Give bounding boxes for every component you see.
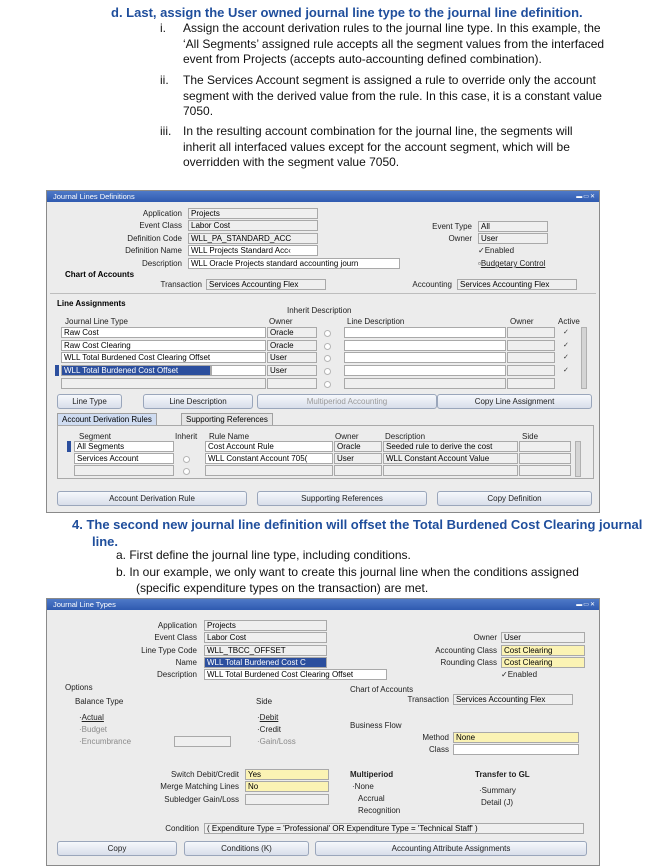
condition-field[interactable]: ( Expenditure Type = 'Professional' OR Expenditure Type = 'Technical Staff' ) (204, 823, 584, 834)
rule-desc-row-1[interactable]: Seeded rule to derive the cost (383, 441, 518, 452)
subledger-gain-loss-field[interactable] (245, 794, 329, 805)
line-type-row-2[interactable]: Raw Cost Clearing (61, 340, 266, 351)
accounting-attribute-assignments-button[interactable]: Accounting Attribute Assignments (315, 841, 587, 856)
window-title-2: Journal Line Types (53, 600, 116, 609)
line-description-button[interactable]: Line Description (143, 394, 253, 409)
copy-button[interactable]: Copy (57, 841, 177, 856)
journal-line-types-window (46, 598, 600, 866)
line-assignments-header: Line Assignments (57, 299, 126, 308)
accounting-class-field[interactable]: Cost Clearing (501, 645, 585, 656)
definition-code-field[interactable]: WLL_PA_STANDARD_ACC (188, 233, 318, 244)
owner-field[interactable]: User (478, 233, 548, 244)
gainloss-radio[interactable]: ·Gain/Loss (257, 737, 296, 746)
class-field[interactable] (453, 744, 579, 755)
rule-name-row-3[interactable] (205, 465, 333, 476)
transaction-label: Transaction (160, 280, 202, 289)
owner-label: Owner (448, 234, 472, 243)
enabled-checkbox-2[interactable]: ✓Enabled (501, 670, 538, 679)
tab-account-derivation-rules[interactable]: Account Derivation Rules (57, 413, 157, 425)
rule-inherit-radio-2[interactable] (183, 456, 190, 463)
inherit-radio-3[interactable] (324, 355, 331, 362)
owner-field-2[interactable]: User (501, 632, 585, 643)
detail-radio[interactable]: Detail (J) (481, 798, 514, 807)
condition-label: Condition (165, 824, 199, 833)
multiperiod-none-radio[interactable]: ·None (352, 782, 374, 791)
col-line-description: Line Description (347, 317, 405, 326)
col-rule-owner: Owner (335, 432, 359, 441)
owner-label-2: Owner (473, 633, 497, 642)
line-owner-row-4[interactable]: User (267, 365, 317, 376)
transaction-field[interactable]: Services Accounting Flex (206, 279, 326, 290)
budgetary-control-checkbox[interactable]: ▫Budgetary Control (478, 259, 546, 268)
step-d-item-num-1: i. (160, 21, 166, 35)
transaction-field-2[interactable]: Services Accounting Flex (453, 694, 573, 705)
rule-desc-row-3[interactable] (383, 465, 518, 476)
rule-owner-row-1[interactable]: Oracle (334, 441, 382, 452)
line-type-row-5[interactable] (61, 378, 266, 389)
multiperiod-recognition-radio[interactable]: Recognition (358, 806, 401, 815)
rules-scrollbar[interactable] (575, 441, 581, 477)
method-field[interactable]: None (453, 732, 579, 743)
account-derivation-rule-button[interactable]: Account Derivation Rule (57, 491, 247, 506)
col-segment: Segment (79, 432, 112, 441)
desc-owner-row-3[interactable] (507, 352, 555, 363)
desc-owner-row-2[interactable] (507, 340, 555, 351)
multiperiod-label: Multiperiod (350, 770, 394, 779)
actual-radio[interactable]: ·Actual (79, 713, 104, 722)
chart-of-accounts-header: Chart of Accounts (65, 270, 135, 279)
step-4b: b. In our example, we only want to create this journal line when the conditions assigned (specific expenditure types on the transaction) are met. (116, 565, 579, 595)
business-flow-label: Business Flow (350, 721, 402, 730)
line-type-code-field[interactable]: WLL_TBCC_OFFSET (204, 645, 327, 656)
debit-radio[interactable]: ·Debit (257, 713, 279, 722)
step-4-heading: 4. The second new journal line definition will offset the Total Burdened Cost Clearing journal line. (72, 517, 643, 549)
copy-definition-button[interactable]: Copy Definition (437, 491, 592, 506)
window-controls-icon[interactable]: ▬▭✕ (576, 194, 596, 200)
description-label: Description (141, 259, 182, 268)
line-type-row-1[interactable]: Raw Cost (61, 327, 266, 338)
rule-side-row-3[interactable] (519, 465, 571, 476)
side-label: Side (256, 697, 273, 706)
event-class-field-2[interactable]: Labor Cost (204, 632, 327, 643)
name-label: Name (175, 658, 197, 667)
chart-of-accounts-label-2: Chart of Accounts (350, 685, 414, 694)
encumbrance-radio[interactable]: ·Encumbrance (79, 737, 132, 746)
inherit-radio-4[interactable] (324, 368, 331, 375)
col-rule-description: Description (385, 432, 426, 441)
segment-row-3[interactable] (74, 465, 174, 476)
copy-line-assignment-button[interactable]: Copy Line Assignment (437, 394, 592, 409)
rule-inherit-radio-3[interactable] (183, 468, 190, 475)
line-desc-row-5[interactable] (344, 378, 506, 389)
inherit-description-label: Inherit Description (287, 306, 352, 315)
switch-debit-credit-label: Switch Debit/Credit (170, 770, 239, 779)
method-label: Method (422, 733, 449, 742)
inherit-radio-1[interactable] (324, 330, 331, 337)
description-field[interactable]: WLL Oracle Projects standard accounting journ (188, 258, 400, 269)
description-field-2[interactable]: WLL Total Burdened Cost Clearing Offset (204, 669, 387, 680)
event-class-label-2: Event Class (154, 633, 197, 642)
name-field[interactable]: WLL Total Burdened Cost C (204, 657, 327, 668)
step-d-item-num-2: ii. (160, 73, 169, 87)
class-label: Class (428, 745, 449, 754)
transfer-to-gl-label: Transfer to GL (475, 770, 530, 779)
step-4a: a. First define the journal line type, including conditions. (116, 548, 411, 562)
rounding-class-label: Rounding Class (440, 658, 497, 667)
event-class-label: Event Class (139, 221, 182, 230)
rule-side-row-2[interactable] (519, 453, 571, 464)
event-type-label: Event Type (432, 222, 472, 231)
line-type-row-3[interactable]: WLL Total Burdened Cost Clearing Offset (61, 352, 266, 363)
desc-owner-row-4[interactable] (507, 365, 555, 376)
active-check-3[interactable]: ✓ (563, 354, 569, 361)
event-class-field[interactable]: Labor Cost (188, 220, 318, 231)
active-check-4[interactable]: ✓ (563, 367, 569, 374)
step-d-heading: d. Last, assign the User owned journal line type to the journal line definition. (111, 5, 583, 20)
desc-owner-row-5[interactable] (507, 378, 555, 389)
step-d-item-2: The Services Account segment is assigned a rule to override only the account segment with the derived value from the rule. In this case, it is a constant value 7050. (183, 73, 602, 118)
segment-row-1[interactable]: All Segments (74, 441, 174, 452)
line-type-code-label: Line Type Code (141, 646, 197, 655)
accounting-class-label: Accounting Class (435, 646, 497, 655)
line-type-row-4[interactable]: WLL Total Burdened Cost Offset (61, 365, 211, 376)
description-label-2: Description (156, 670, 197, 679)
window-title: Journal Lines Definitions (53, 192, 135, 201)
application-label-2: Application (157, 621, 197, 630)
step-d-item-1: Assign the account derivation rules to the journal line type. In this example, the ‘All Segments’ assigned rule accepts all the segment values from the interfaced event from Projects (accepts auto-accounting defined combination). (183, 21, 605, 66)
inherit-radio-5[interactable] (324, 381, 331, 388)
multiperiod-accrual-radio[interactable]: Accrual (358, 794, 385, 803)
accounting-label: Accounting (412, 280, 452, 289)
transaction-label-2: Transaction (407, 695, 449, 704)
merge-matching-lines-field[interactable]: No (245, 781, 329, 792)
line-type-row-4-rest[interactable] (211, 365, 266, 376)
inherit-radio-2[interactable] (324, 343, 331, 350)
rule-desc-row-2[interactable]: WLL Constant Account Value (383, 453, 518, 464)
col-rule-name: Rule Name (209, 432, 250, 441)
active-check-2[interactable]: ✓ (563, 342, 569, 349)
rounding-class-field[interactable]: Cost Clearing (501, 657, 585, 668)
rule-owner-row-2[interactable]: User (334, 453, 382, 464)
col-side: Side (522, 432, 539, 441)
line-desc-row-1[interactable] (344, 327, 506, 338)
window-titlebar-2 (47, 599, 599, 610)
options-label: Options (65, 683, 93, 692)
divider (50, 293, 596, 294)
accounting-field[interactable]: Services Accounting Flex (457, 279, 577, 290)
line-owner-row-5[interactable] (267, 378, 317, 389)
rule-name-row-1[interactable]: Cost Account Rule (205, 441, 333, 452)
enabled-checkbox[interactable]: ✓Enabled (478, 246, 515, 255)
rule-name-row-2[interactable]: WLL Constant Account 705( (205, 453, 333, 464)
line-desc-row-3[interactable] (344, 352, 506, 363)
step-d-item-3: In the resulting account combination for the journal line, the segments will inherit all interfaced values except for the account segment, which will be overridden with the segment value 7050. (183, 124, 573, 169)
line-type-button[interactable]: Line Type (57, 394, 122, 409)
line-owner-row-1[interactable]: Oracle (267, 327, 317, 338)
col-owner-2: Owner (510, 317, 534, 326)
line-owner-row-3[interactable]: User (267, 352, 317, 363)
multiperiod-accounting-button[interactable]: Multiperiod Accounting (257, 394, 437, 409)
balance-type-label: Balance Type (75, 697, 124, 706)
line-desc-row-2[interactable] (344, 340, 506, 351)
desc-owner-row-1[interactable] (507, 327, 555, 338)
credit-radio[interactable]: ·Credit (257, 725, 282, 734)
active-check-1[interactable]: ✓ (563, 329, 569, 336)
col-owner: Owner (269, 317, 293, 326)
lines-scrollbar[interactable] (581, 327, 587, 389)
window-titlebar (47, 191, 599, 202)
rule-side-row-1[interactable] (519, 441, 571, 452)
rule-owner-row-3[interactable] (334, 465, 382, 476)
budget-radio[interactable]: ·Budget (79, 725, 108, 734)
application-label: Application (142, 209, 182, 218)
merge-matching-lines-label: Merge Matching Lines (160, 782, 239, 791)
summary-radio[interactable]: ·Summary (479, 786, 516, 795)
switch-debit-credit-field[interactable]: Yes (245, 769, 329, 780)
application-field-2[interactable]: Projects (204, 620, 327, 631)
supporting-references-button[interactable]: Supporting References (257, 491, 427, 506)
col-inherit: Inherit (175, 432, 198, 441)
col-journal-line-type: Journal Line Type (65, 317, 129, 326)
segment-row-2[interactable]: Services Account (74, 453, 174, 464)
rule-row-marker (67, 441, 71, 452)
definition-code-label: Definition Code (127, 234, 182, 243)
line-desc-row-4[interactable] (344, 365, 506, 376)
col-active: Active (558, 317, 580, 326)
tab-supporting-references[interactable]: Supporting References (181, 413, 273, 425)
step-d-item-num-3: iii. (160, 124, 172, 138)
application-field[interactable]: Projects (188, 208, 318, 219)
definition-name-field[interactable]: WLL Projects Standard Acc‹ (188, 245, 318, 256)
journal-lines-definitions-window (46, 190, 600, 513)
line-owner-row-2[interactable]: Oracle (267, 340, 317, 351)
definition-name-label: Definition Name (125, 246, 182, 255)
event-type-field[interactable]: All (478, 221, 548, 232)
encumbrance-type-field[interactable] (174, 736, 231, 747)
current-row-marker (55, 365, 59, 376)
subledger-gain-loss-label: Subledger Gain/Loss (164, 795, 239, 804)
window-controls-icon-2[interactable]: ▬▭✕ (576, 602, 596, 608)
conditions-button[interactable]: Conditions (K) (184, 841, 309, 856)
